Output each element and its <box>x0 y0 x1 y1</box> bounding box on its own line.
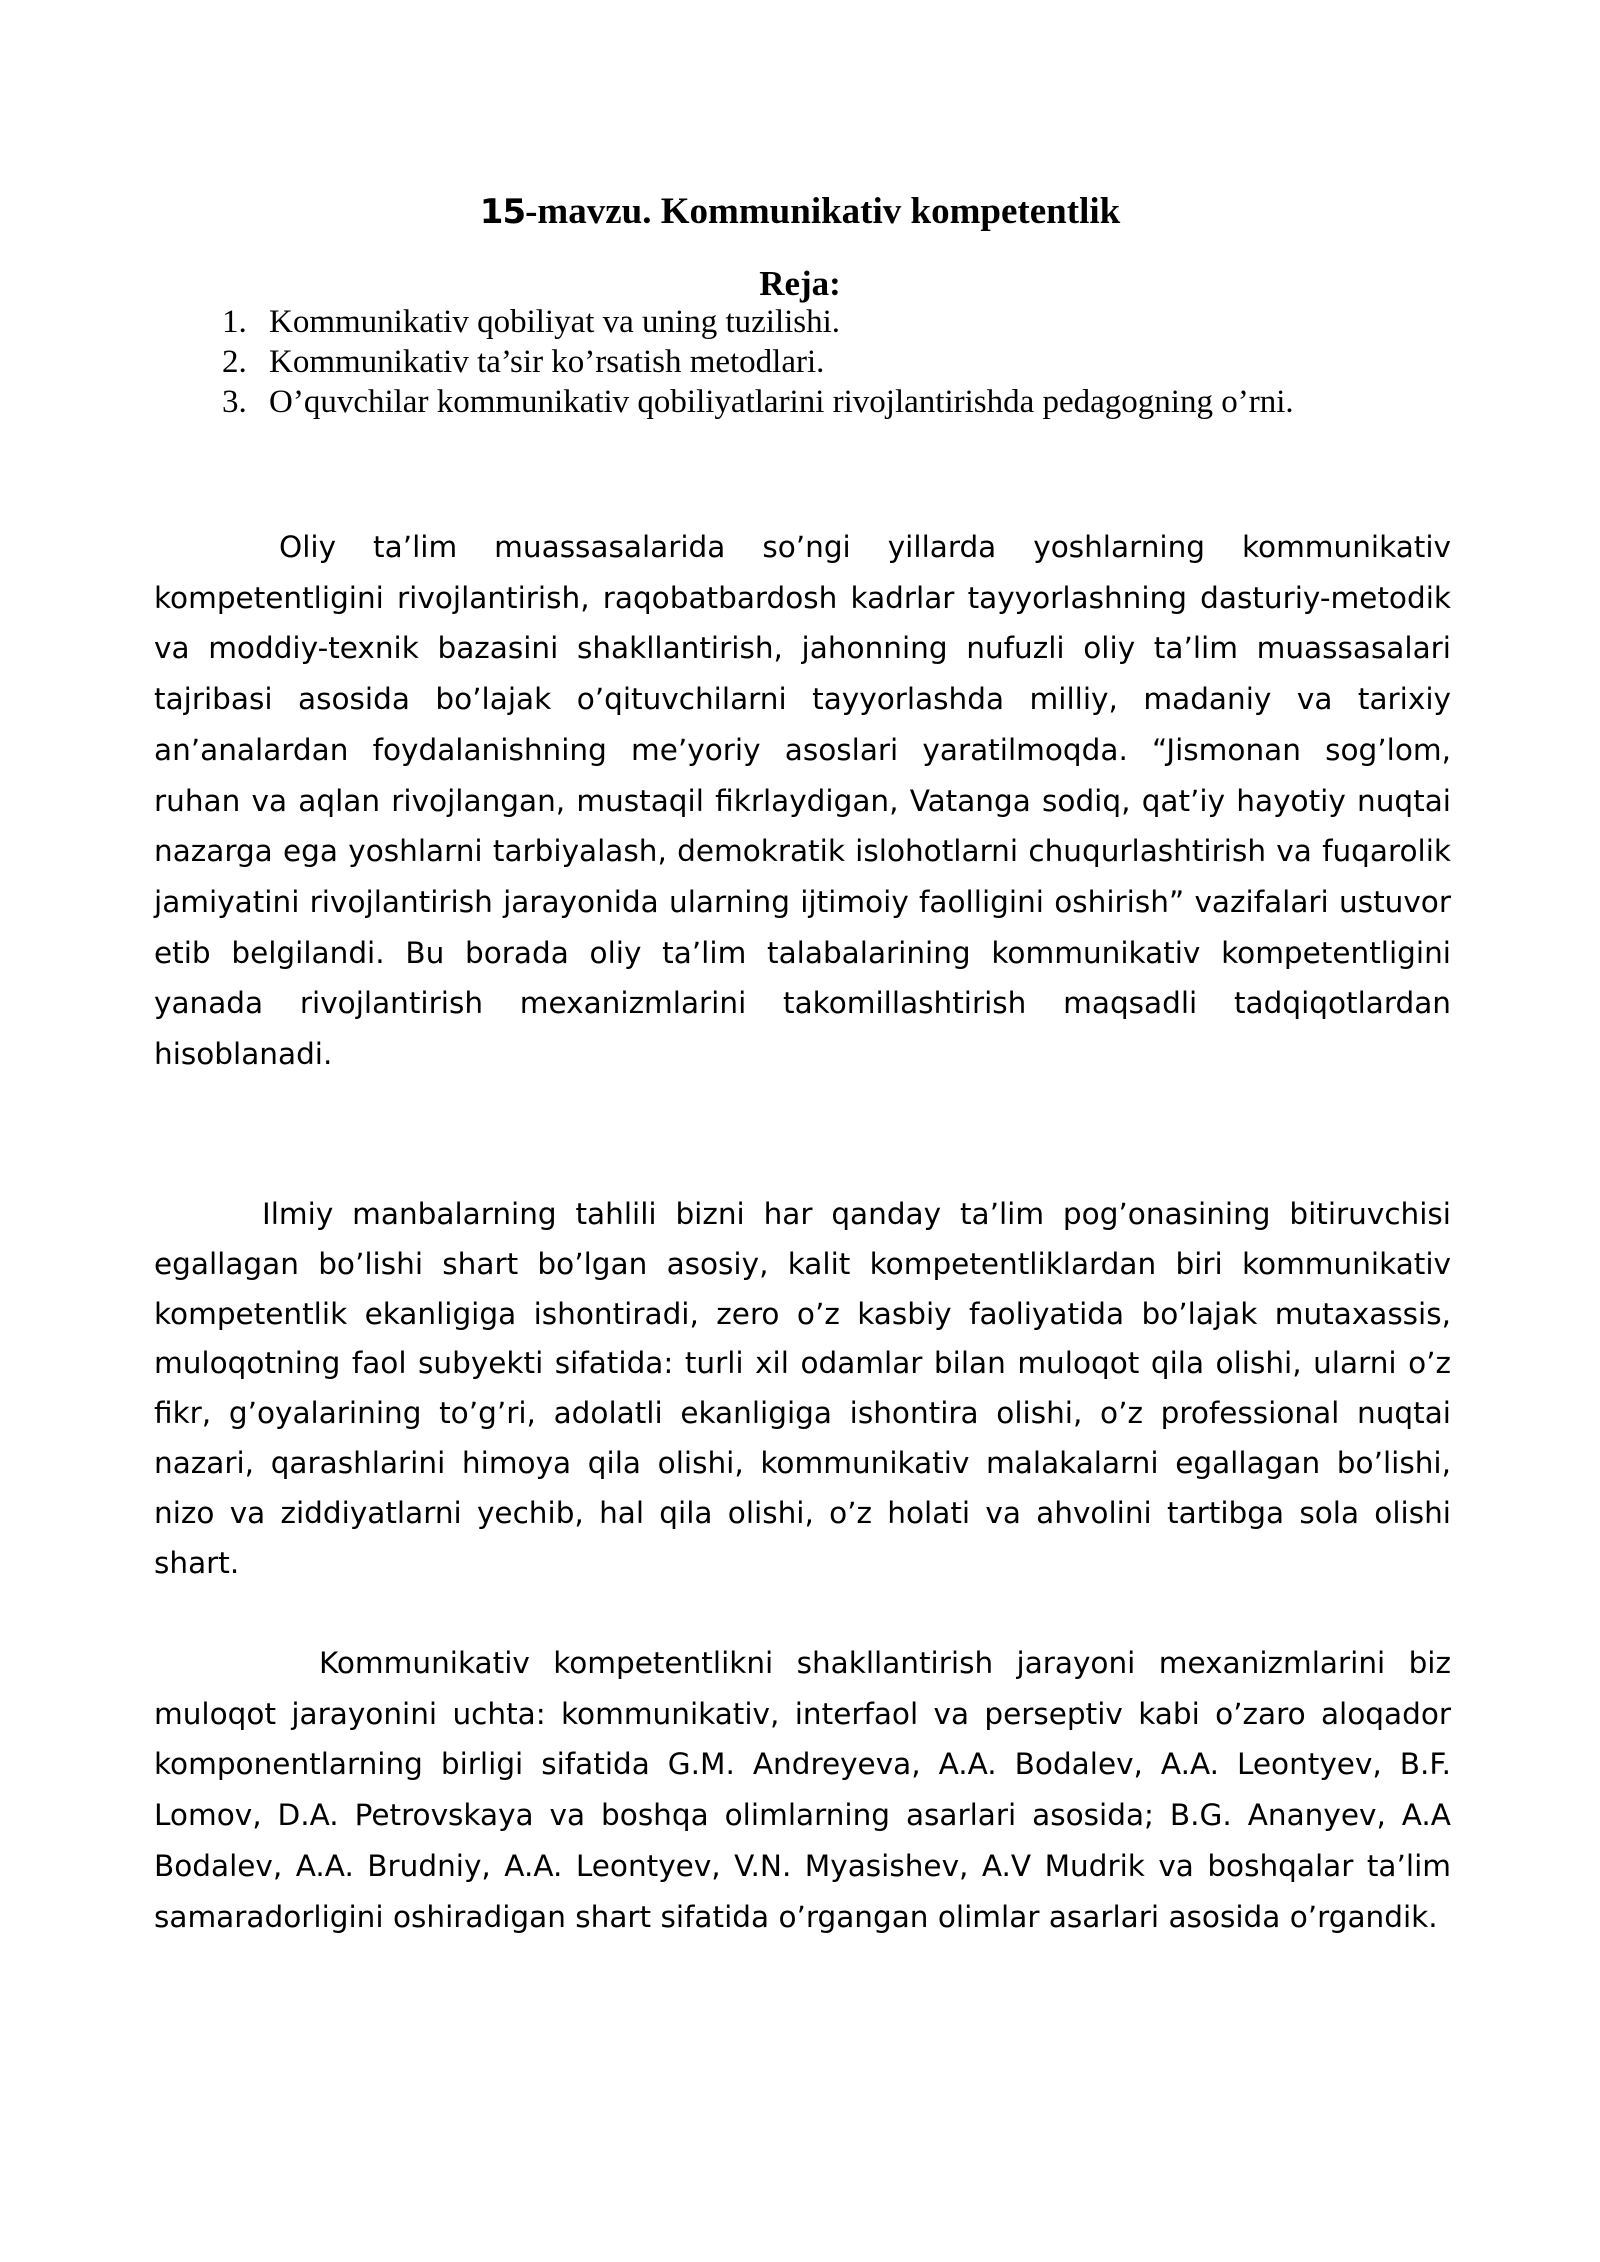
plan-item-text: Kommunikativ ta’sir ko’rsatish metodlari. <box>269 344 825 380</box>
plan-item <box>222 382 1372 422</box>
body-paragraph: Oliy ta’lim muassasalarida so’ngi yillarda yoshlarning kommunikativ kompetentligini rivojlantirish, raqobatbardosh kadrlar tayyorlashning dasturiy-metodik va moddiy-texnik bazasini shakllantirish, jahonning nufuzli oliy ta’lim muassasalari tajribasi asosida bo’lajak o’qituvchilarni tayyorlashda milliy, madaniy va tarixiy an’analardan foydalanishning me’yoriy asoslari yaratilmoqda. “Jismonan sog’lom, ruhan va aqlan rivojlangan, mustaqil fikrlaydigan, Vatanga sodiq, qat’iy hayotiy nuqtai nazarga ega yoshlarni tarbiyalash, demokratik islohotlarni chuqurlashtirish va fuqarolik jamiyatini rivojlantirish jarayonida ularning ijtimoiy faolligini oshirish” vazifalari ustuvor etib belgilandi. Bu borada oliy ta’lim talabalarining kommunikativ kompetentligini yanada rivojlantirish mexanizmlarini takomillashtirish maqsadli tadqiqotlardan hisoblanadi. <box>154 530 1451 1072</box>
document-title <box>0 187 1600 237</box>
plan-item <box>222 342 1372 382</box>
title-text: -mavzu. Kommunikativ kompetentlik <box>525 191 1121 232</box>
plan-item-text: O’quvchilar kommunikativ qobiliyatlarini rivojlantirishda pedagogning o’rni. <box>269 384 1294 420</box>
plan-item-number: 2. <box>222 344 247 380</box>
plan-item-number: 1. <box>222 304 247 340</box>
plan-list <box>222 302 1372 422</box>
plan-item-number: 3. <box>222 384 247 420</box>
plan-item-text: Kommunikativ qobiliyat va uning tuzilishi. <box>269 304 841 340</box>
body-paragraph: Kommunikativ kompetentlikni shakllantirish jarayoni mexanizmlarini biz muloqot jarayonini uchta: kommunikativ, interfaol va perseptiv kabi o’zaro aloqador komponentlarning birligi sifatida G.M. Andreyeva, A.A. Bodalev, A.A. Leontyev, B.F. Lomov, D.A. Petrovskaya va boshqa olimlarning asarlari asosida; B.G. Ananyev, A.A Bodalev, A.A. Brudniy, A.A. Leontyev, V.N. Myasishev, A.V Mudrik va boshqalar ta’lim samaradorligini oshiradigan shart sifatida o’rgangan olimlar asarlari asosida o’rgandik. <box>154 1646 1451 1934</box>
title-number: 15 <box>479 192 526 232</box>
body-paragraph: Ilmiy manbalarning tahlili bizni har qanday ta’lim pog’onasining bitiruvchisi egallagan bo’lishi shart bo’lgan asosiy, kalit kompetentliklardan biri kommunikativ kompetentlik ekanligiga ishontiradi, zero o’z kasbiy faoliyatida bo’lajak mutaxassis, muloqotning faol subyekti sifatida: turli xil odamlar bilan muloqot qila olishi, ularni o’z fikr, g’oyalarining to’g’ri, adolatli ekanligiga ishontira olishi, o’z professional nuqtai nazari, qarashlarini himoya qila olishi, kommunikativ malakalarni egallagan bo’lishi, nizo va ziddiyatlarni yechib, hal qila olishi, o’z holati va ahvolini tartibga sola olishi shart. <box>154 1197 1451 1580</box>
plan-item <box>222 302 1372 342</box>
plan-heading: Reja: <box>759 264 841 303</box>
